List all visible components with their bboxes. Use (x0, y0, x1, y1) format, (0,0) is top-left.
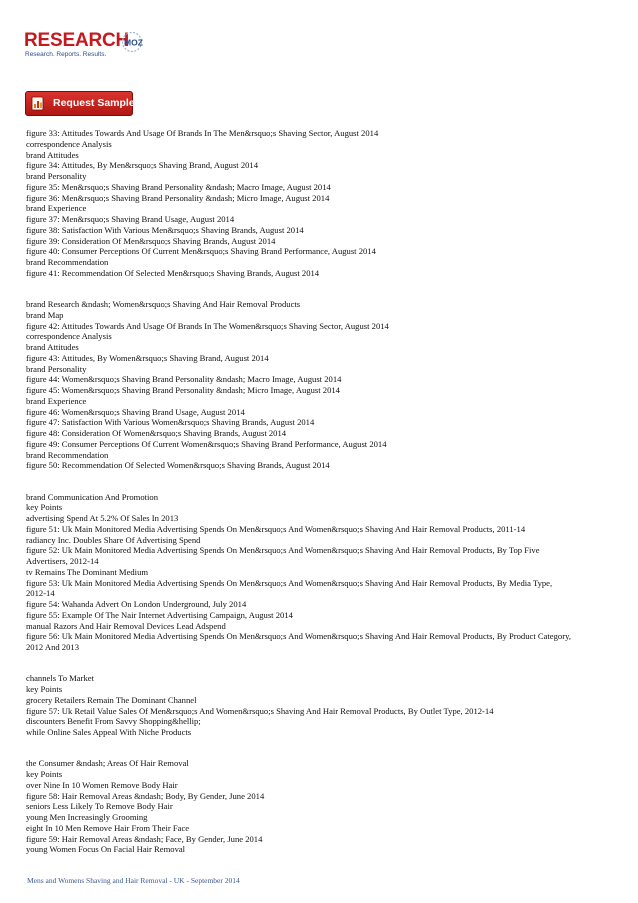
list-item: young Women Focus On Facial Hair Removal (26, 844, 186, 855)
logo-wordmark: RESEARCH (24, 30, 130, 51)
list-item: manual Razors And Hair Removal Devices Lead Adspend (26, 620, 226, 631)
list-item: brand Recommendation (26, 257, 109, 267)
list-item: figure 35: Men&rsquo;s Shaving Brand Personality &ndash; Macro Image, August 2014 (26, 181, 331, 192)
list-item: tv Remains The Dominant Medium (26, 566, 149, 577)
list-item: Advertisers, 2012-14 (26, 556, 99, 566)
list-item: grocery Retailers Remain The Dominant Channel (26, 694, 197, 705)
list-item: figure 39: Consideration Of Men&rsquo;s Shaving Brands, August 2014 (26, 235, 276, 246)
list-item: brand Recommendation (26, 449, 109, 460)
logo-badge (122, 31, 150, 53)
list-item: radiancy Inc. Doubles Share Of Advertising Spend (26, 534, 201, 545)
list-item: correspondence Analysis (26, 331, 112, 342)
section-heading: the Consumer &ndash; Areas Of Hair Removal (26, 758, 189, 769)
list-item: advertising Spend At 5.2% Of Sales In 2013 (26, 513, 179, 523)
list-item: figure 54: Wahanda Advert On London Underground, July 2014 (26, 599, 247, 609)
list-item: figure 49: Consumer Perceptions Of Current Women&rsquo;s Shaving Brand Performance, August 2014 (26, 438, 387, 449)
list-item: figure 44: Women&rsquo;s Shaving Brand Personality &ndash; Macro Image, August 2014 (26, 374, 342, 385)
list-item: 2012 And 2013 (26, 642, 79, 652)
list-item: young Men Increasingly Grooming (26, 812, 148, 822)
list-item: figure 52: Uk Main Monitored Media Advertising Spends On Men&rsquo;s And Women&rsquo;s Shaving And Hair Removal Products, By Top Five (26, 545, 540, 556)
list-item: figure 43: Attitudes, By Women&rsquo;s Shaving Brand, August 2014 (26, 352, 269, 363)
section-brand-communication (26, 492, 614, 653)
list-item: figure 40: Consumer Perceptions Of Current Men&rsquo;s Shaving Brand Performance, August 2014 (26, 246, 376, 257)
list-item: discounters Benefit From Savvy Shopping&hellip; (26, 716, 201, 727)
list-item: brand Personality (26, 363, 87, 374)
list-item: figure 36: Men&rsquo;s Shaving Brand Personality &ndash; Micro Image, August 2014 (26, 192, 330, 203)
researchmoz-logo[interactable] (24, 30, 144, 64)
list-item: figure 45: Women&rsquo;s Shaving Brand Personality &ndash; Micro Image, August 2014 (26, 385, 340, 395)
list-item: figure 42: Attitudes Towards And Usage Of Brands In The Women&rsquo;s Shaving Sector, August 2014 (26, 320, 389, 331)
list-item: key Points (26, 769, 63, 779)
section-heading: brand Communication And Promotion (26, 491, 159, 502)
list-item: eight In 10 Men Remove Hair From Their Face (26, 822, 190, 833)
section-heading: channels To Market (26, 673, 94, 684)
list-item: brand Personality (26, 171, 87, 181)
list-item: figure 51: Uk Main Monitored Media Advertising Spends On Men&rsquo;s And Women&rsquo;s Shaving And Hair Removal Products, 2011-14 (26, 523, 526, 534)
section-channels-to-market (26, 673, 614, 738)
section-consumer-hair-removal (26, 758, 614, 855)
list-item: figure 57: Uk Retail Value Sales Of Men&rsquo;s And Women&rsquo;s Shaving And Hair Removal Products, By Outlet Type, 2012-14 (26, 705, 494, 716)
list-item: correspondence Analysis (26, 138, 112, 149)
list-item: brand Attitudes (26, 342, 79, 352)
section-heading: brand Research &ndash; Women&rsquo;s Shaving And Hair Removal Products (26, 299, 301, 309)
list-item: key Points (26, 502, 63, 513)
list-item: over Nine In 10 Women Remove Body Hair (26, 779, 178, 790)
list-item: brand Map (26, 309, 64, 320)
list-item: figure 55: Example Of The Nair Internet Advertising Campaign, August 2014 (26, 609, 293, 620)
list-item: 2012-14 (26, 588, 55, 599)
report-icon (31, 96, 45, 111)
list-item: while Online Sales Appeal With Niche Products (26, 727, 192, 737)
section-mens-brand-research (26, 128, 614, 279)
list-item: figure 50: Recommendation Of Selected Women&rsquo;s Shaving Brands, August 2014 (26, 460, 330, 471)
list-item: figure 41: Recommendation Of Selected Men&rsquo;s Shaving Brands, August 2014 (26, 267, 320, 278)
list-item: figure 53: Uk Main Monitored Media Advertising Spends On Men&rsquo;s And Women&rsquo;s Shaving And Hair Removal Products, By Media Type, (26, 577, 553, 588)
list-item: figure 38: Satisfaction With Various Men&rsquo;s Shaving Brands, August 2014 (26, 224, 304, 235)
list-item: figure 37: Men&rsquo;s Shaving Brand Usage, August 2014 (26, 214, 235, 224)
list-item: key Points (26, 684, 63, 694)
list-item: brand Experience (26, 395, 87, 406)
list-item: brand Experience (26, 203, 87, 214)
logo-badge-text: MOZ (124, 37, 143, 48)
list-item: figure 33: Attitudes Towards And Usage Of Brands In The Men&rsquo;s Shaving Sector, August 2014 (26, 128, 379, 138)
footer-report-title[interactable]: Mens and Womens Shaving and Hair Removal - UK - September 2014 (27, 876, 240, 885)
request-sample-button[interactable] (25, 91, 133, 116)
section-womens-brand-research (26, 299, 614, 471)
list-item: figure 34: Attitudes, By Men&rsquo;s Shaving Brand, August 2014 (26, 160, 259, 171)
report-contents (26, 128, 614, 876)
list-item: figure 48: Consideration Of Women&rsquo;s Shaving Brands, August 2014 (26, 428, 287, 438)
list-item: figure 59: Hair Removal Areas &ndash; Face, By Gender, June 2014 (26, 833, 263, 844)
list-item: figure 46: Women&rsquo;s Shaving Brand Usage, August 2014 (26, 406, 245, 417)
list-item: figure 56: Uk Main Monitored Media Advertising Spends On Men&rsquo;s And Women&rsquo;s Shaving And Hair Removal Products, By Product Category, (26, 631, 571, 642)
logo-tagline: Research. Reports. Results. (25, 51, 107, 58)
request-sample-label: Request Sample (53, 97, 135, 109)
list-item: brand Attitudes (26, 149, 79, 160)
list-item: seniors Less Likely To Remove Body Hair (26, 801, 173, 812)
list-item: figure 47: Satisfaction With Various Women&rsquo;s Shaving Brands, August 2014 (26, 417, 315, 428)
list-item: figure 58: Hair Removal Areas &ndash; Body, By Gender, June 2014 (26, 790, 265, 801)
